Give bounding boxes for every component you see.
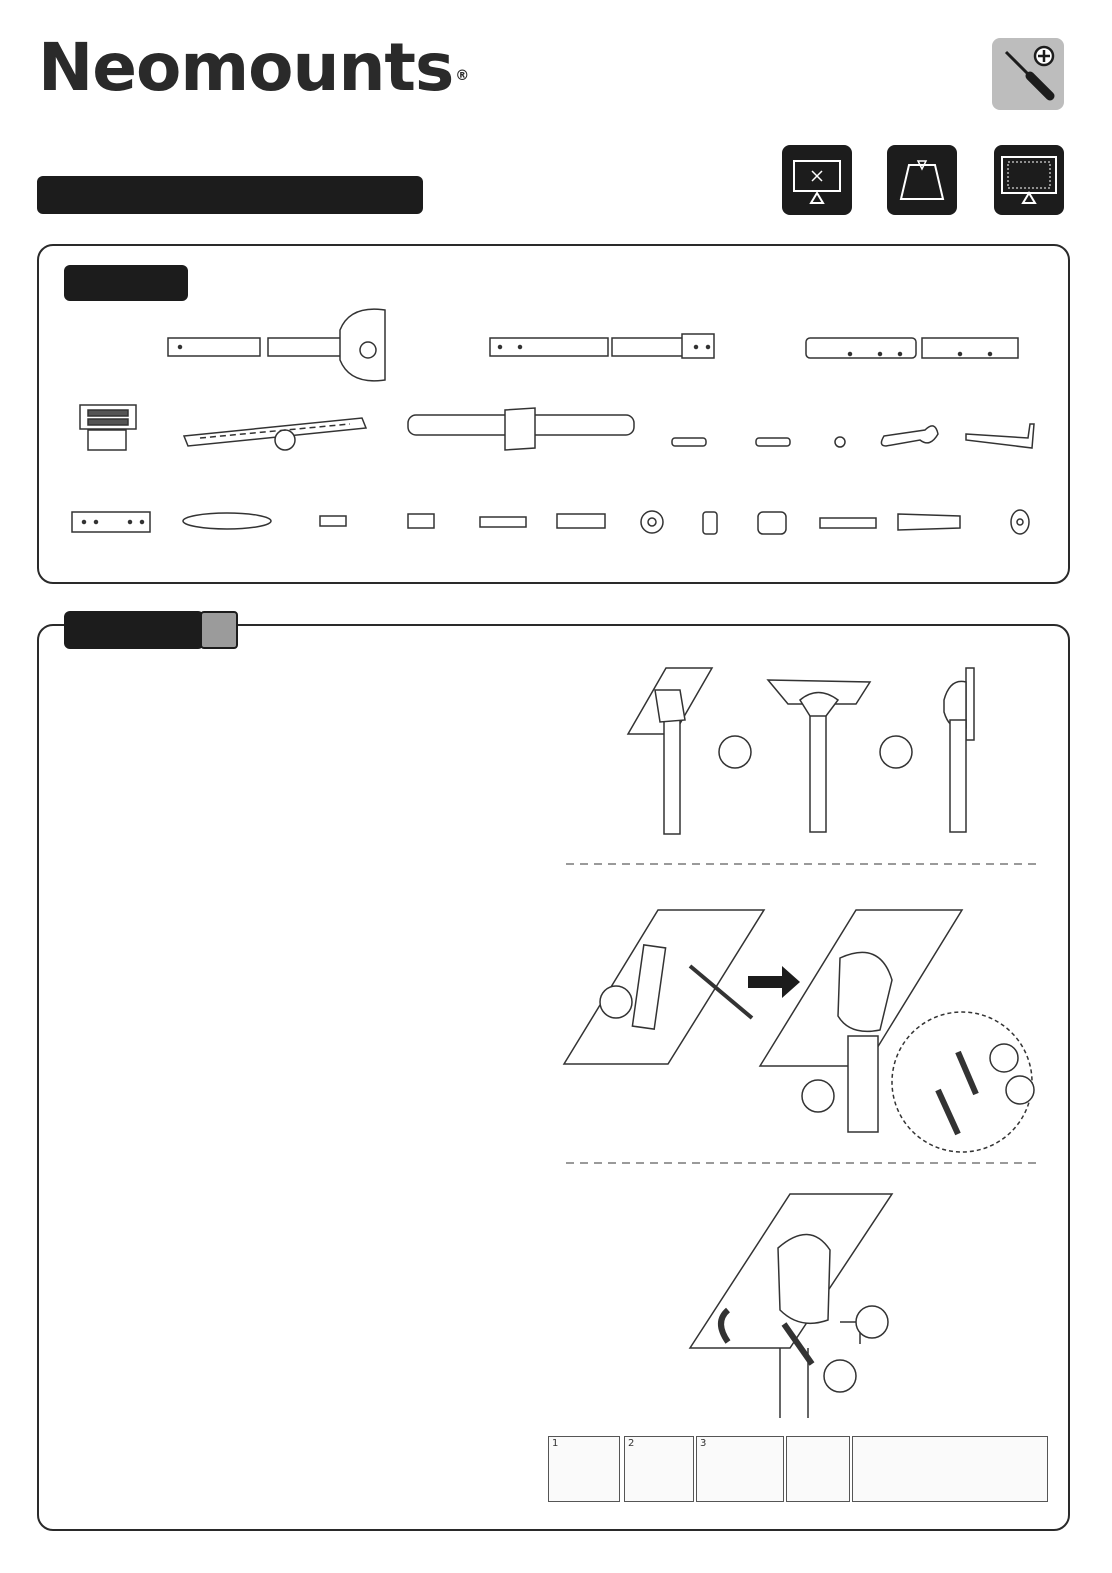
mark-thumb: [624, 1436, 694, 1502]
mark-drill-panel: [564, 910, 764, 1064]
thumb-number: 2: [628, 1438, 635, 1449]
thumb-number: 3: [700, 1438, 707, 1449]
drill-depth-thumb: [852, 1436, 1048, 1502]
drill-thumb: [696, 1436, 784, 1502]
arrow-right-icon: [748, 966, 800, 998]
drill-tool-thumb: [786, 1436, 850, 1502]
brand-name: Neomounts: [38, 29, 454, 106]
option-marker-2: [880, 736, 912, 768]
thumb-number: 1: [552, 1438, 559, 1449]
option-marker-1: [719, 736, 751, 768]
tighten-panel: [690, 1194, 892, 1418]
mount-option-ceiling: [768, 680, 870, 832]
mount-option-slanted: [628, 668, 712, 834]
mount-option-wall: [944, 668, 974, 832]
trademark: ®: [455, 68, 469, 84]
wall-check-thumb: [548, 1436, 620, 1502]
